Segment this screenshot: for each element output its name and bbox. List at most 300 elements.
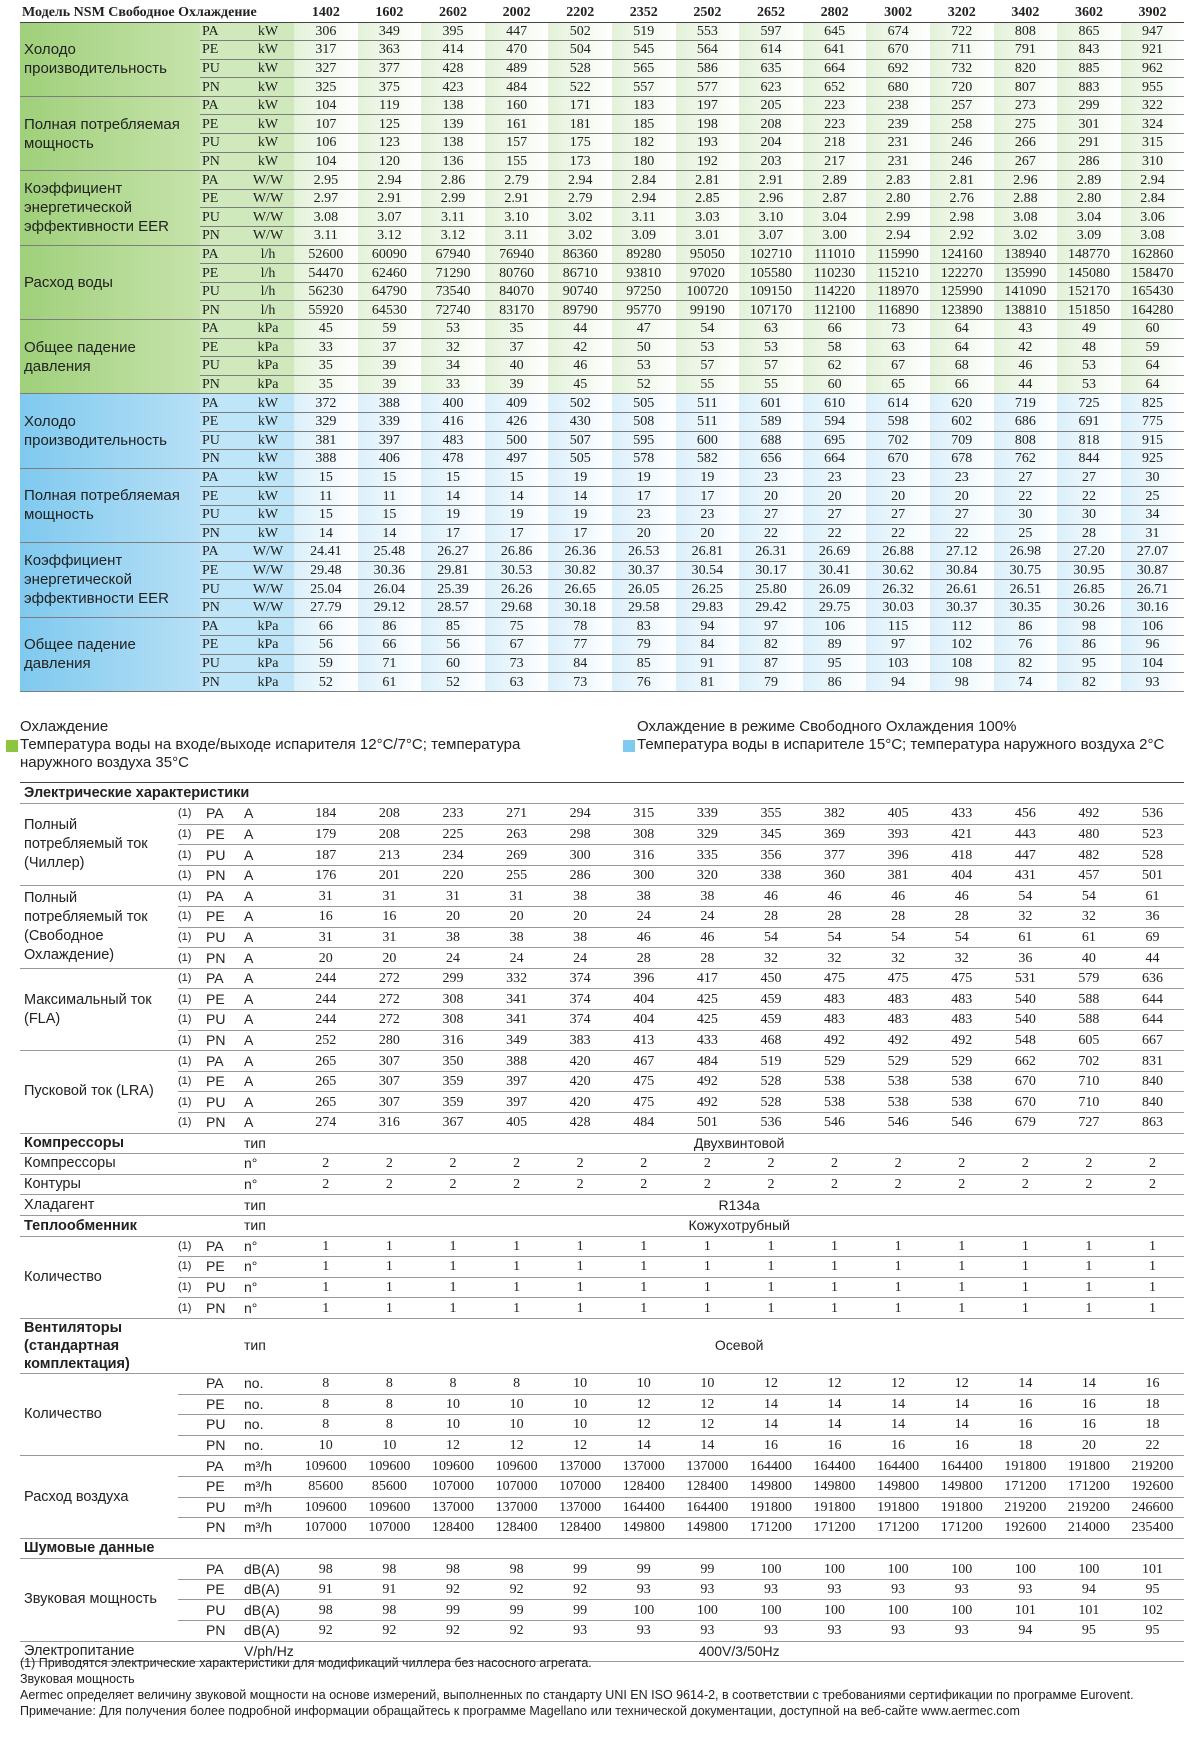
value-cell: 28.57	[421, 598, 485, 617]
value-cell: 171200	[930, 1518, 994, 1539]
value-cell: 94	[1057, 1579, 1121, 1600]
value-cell: 89	[803, 636, 867, 655]
value-cell: 52	[294, 673, 358, 692]
cooling-legend	[20, 718, 580, 772]
value-cell: 3.08	[1121, 227, 1185, 246]
value-cell: 420	[548, 1051, 612, 1072]
value-cell: 397	[485, 1071, 549, 1092]
table-row	[20, 1236, 1184, 1257]
value-cell: 3.04	[1057, 208, 1121, 227]
value-cell: 605	[1057, 1030, 1121, 1051]
value-cell: 62460	[358, 264, 422, 283]
value-cell: 44	[1121, 948, 1185, 969]
value-cell: 148770	[1057, 245, 1121, 264]
value-cell: 104	[1121, 654, 1185, 673]
value-cell: 69	[1121, 927, 1185, 948]
value-cell: 274	[294, 1113, 358, 1134]
value-cell: 267	[994, 152, 1058, 171]
value-cell: 652	[803, 78, 867, 97]
value-cell: 502	[548, 22, 612, 41]
value-cell: 61	[358, 673, 422, 692]
value-cell: 56230	[294, 282, 358, 301]
value-cell: 2	[1057, 1174, 1121, 1195]
value-cell: 14	[1057, 1373, 1121, 1394]
value-cell: 100	[866, 1559, 930, 1580]
value-cell: 286	[1057, 152, 1121, 171]
version-cell: PE	[204, 1394, 242, 1415]
value-cell: 60	[1121, 320, 1185, 339]
value-cell: 93	[676, 1579, 740, 1600]
value-cell: 307	[358, 1092, 422, 1113]
footnote-marker	[178, 1497, 204, 1518]
value-cell: 26.98	[994, 543, 1058, 562]
value-cell: 139	[421, 115, 485, 134]
value-cell: 2	[1057, 1154, 1121, 1175]
value-cell: 48	[1057, 338, 1121, 357]
value-cell: 85600	[294, 1476, 358, 1497]
value-cell: 30.16	[1121, 598, 1185, 617]
value-cell: 791	[994, 41, 1058, 60]
value-cell: 58	[803, 338, 867, 357]
value-cell: 531	[994, 968, 1058, 989]
value-cell: 3.02	[548, 208, 612, 227]
value-cell: 26.65	[548, 580, 612, 599]
value-cell: 2.79	[548, 189, 612, 208]
value-cell: 360	[803, 865, 867, 886]
footnote-marker: (1)	[178, 1010, 204, 1031]
value-cell: 1	[866, 1298, 930, 1319]
value-cell: 840	[1121, 1092, 1185, 1113]
value-cell: 702	[866, 431, 930, 450]
value-cell: 94	[866, 673, 930, 692]
value-cell: 3.07	[358, 208, 422, 227]
value-cell: 601	[739, 394, 803, 413]
value-cell: 42	[994, 338, 1058, 357]
value-cell: 114220	[803, 282, 867, 301]
footnote-marker	[178, 1456, 204, 1477]
value-cell: 2	[803, 1174, 867, 1195]
value-cell: 1	[676, 1277, 740, 1298]
value-cell: 1	[421, 1298, 485, 1319]
unit-cell: n°	[242, 1298, 294, 1319]
version-cell: PA	[204, 1456, 242, 1477]
model-label: Модель NSM Свободное Охлаждение	[20, 4, 294, 22]
unit-cell: W/W	[242, 171, 294, 190]
value-cell: 679	[994, 1113, 1058, 1134]
value-cell: 492	[930, 1030, 994, 1051]
value-cell: 14	[803, 1415, 867, 1436]
value-cell: 3.06	[1121, 208, 1185, 227]
cooling-section	[20, 245, 1184, 319]
value-cell: 395	[421, 22, 485, 41]
value-cell: 46	[548, 357, 612, 376]
value-cell: 95	[1057, 654, 1121, 673]
unit-cell: l/h	[242, 245, 294, 264]
value-cell: 483	[803, 989, 867, 1010]
footnote-marker	[178, 1600, 204, 1621]
value-cell: 12	[612, 1394, 676, 1415]
value-cell: 71	[358, 654, 422, 673]
model-column-header: 1402	[294, 4, 358, 22]
value-cell: 15	[358, 468, 422, 487]
value-cell: 484	[485, 78, 549, 97]
unit-cell: kW	[242, 152, 294, 171]
value-cell: 29.12	[358, 598, 422, 617]
value-cell: 64	[930, 320, 994, 339]
value-cell: 107000	[294, 1518, 358, 1539]
value-cell: 589	[739, 412, 803, 431]
value-cell: 73	[485, 654, 549, 673]
value-cell: 191800	[994, 1456, 1058, 1477]
value-cell: 56	[421, 636, 485, 655]
value-cell: 93	[612, 1579, 676, 1600]
unit-cell: dB(A)	[242, 1559, 294, 1580]
value-cell: 20	[930, 487, 994, 506]
value-cell: 71290	[421, 264, 485, 283]
value-cell: 54	[739, 927, 803, 948]
value-cell: 54	[930, 927, 994, 948]
value-cell: 1	[612, 1236, 676, 1257]
value-cell: 614	[866, 394, 930, 413]
value-cell: 30.17	[739, 561, 803, 580]
footnote-4: Примечание: Для получения более подробной информации обращайтесь к программе Magellano или технической документации, доступной на веб-сайте www.aermec.com	[20, 1704, 1020, 1718]
value-cell: 586	[676, 59, 740, 78]
value-cell: 32	[866, 948, 930, 969]
value-cell: 246600	[1121, 1497, 1185, 1518]
value-cell: 95050	[676, 245, 740, 264]
table-row	[20, 1600, 1184, 1621]
value-cell: 840	[1121, 1071, 1185, 1092]
version-cell: PN	[204, 1518, 242, 1539]
value-cell: 33	[294, 338, 358, 357]
value-cell: 17	[421, 524, 485, 543]
value-cell: 95	[1057, 1621, 1121, 1642]
table-row	[20, 1051, 1184, 1072]
row-label: Количество	[20, 1236, 178, 1318]
value-cell: 54	[1057, 886, 1121, 907]
value-cell: 511	[676, 394, 740, 413]
row-label: Шумовые данные	[20, 1538, 178, 1559]
value-cell: 301	[1057, 115, 1121, 134]
unit-cell: dB(A)	[242, 1600, 294, 1621]
value-cell: 17	[612, 487, 676, 506]
value-cell: 265	[294, 1071, 358, 1092]
value-cell: 53	[676, 338, 740, 357]
version-cell: PU	[204, 845, 242, 866]
unit-cell: A	[242, 845, 294, 866]
version-cell: PN	[204, 1113, 242, 1134]
value-cell: 597	[739, 22, 803, 41]
value-cell: 98	[294, 1600, 358, 1621]
value-cell: 219200	[1057, 1497, 1121, 1518]
unit-cell: A	[242, 1113, 294, 1134]
value-cell: 1	[294, 1236, 358, 1257]
value-cell: 24	[676, 907, 740, 928]
value-cell: 299	[1057, 96, 1121, 115]
value-cell: 37	[485, 338, 549, 357]
value-cell: 157	[485, 134, 549, 153]
value-cell: 32	[421, 338, 485, 357]
value-cell: 19	[485, 505, 549, 524]
model-column-header: 3602	[1057, 4, 1121, 22]
value-cell: 92	[485, 1579, 549, 1600]
value-cell: 367	[421, 1113, 485, 1134]
value-cell: 100	[739, 1559, 803, 1580]
value-cell: 528	[1121, 845, 1185, 866]
model-column-header: 2652	[739, 4, 803, 22]
version-cell: PN	[204, 1298, 242, 1319]
version-cell: PA	[204, 1373, 242, 1394]
value-cell: 418	[930, 845, 994, 866]
table-row	[20, 320, 1184, 339]
version-cell: PE	[200, 189, 242, 208]
value-cell: 1	[612, 1277, 676, 1298]
value-cell: 24	[612, 907, 676, 928]
cooling-section	[20, 96, 1184, 170]
value-cell: 191800	[1057, 1456, 1121, 1477]
value-cell: 128400	[421, 1518, 485, 1539]
value-cell: 8	[358, 1373, 422, 1394]
value-cell: 428	[421, 59, 485, 78]
value-cell: 111010	[803, 245, 867, 264]
version-cell: PN	[200, 598, 242, 617]
value-cell: 470	[485, 41, 549, 60]
value-cell: 467	[612, 1051, 676, 1072]
value-cell: 95	[1121, 1579, 1185, 1600]
version-cell: PA	[204, 886, 242, 907]
value-cell: 1	[803, 1236, 867, 1257]
table-row	[20, 1538, 1184, 1559]
value-cell: 538	[866, 1092, 930, 1113]
value-cell: 38	[676, 886, 740, 907]
value-cell: 137000	[612, 1456, 676, 1477]
table-row	[20, 1621, 1184, 1642]
value-cell: 26.31	[739, 543, 803, 562]
value-cell: 107170	[739, 301, 803, 320]
footnote-marker: (1)	[178, 1257, 204, 1278]
value-cell: 29.68	[485, 598, 549, 617]
value-cell: 421	[930, 824, 994, 845]
value-cell: 38	[421, 927, 485, 948]
value-cell: 565	[612, 59, 676, 78]
spanned-value: Осевой	[294, 1318, 1184, 1373]
value-cell: 28	[930, 907, 994, 928]
value-cell: 3.04	[803, 208, 867, 227]
value-cell: 502	[548, 394, 612, 413]
version-cell: PU	[204, 1277, 242, 1298]
value-cell: 22	[1121, 1435, 1185, 1456]
value-cell: 26.86	[485, 543, 549, 562]
blue-legend-swatch	[623, 740, 635, 752]
value-cell: 540	[994, 989, 1058, 1010]
value-cell: 26.61	[930, 580, 994, 599]
version-cell: PA	[200, 394, 242, 413]
value-cell: 3.11	[421, 208, 485, 227]
value-cell: 670	[866, 450, 930, 469]
value-cell: 91	[676, 654, 740, 673]
value-cell: 670	[994, 1071, 1058, 1092]
value-cell: 2	[866, 1154, 930, 1175]
value-cell: 82	[739, 636, 803, 655]
value-cell: 2.81	[676, 171, 740, 190]
version-cell: PE	[200, 412, 242, 431]
value-cell: 64530	[358, 301, 422, 320]
value-cell: 90740	[548, 282, 612, 301]
spacer-cell	[178, 1133, 204, 1154]
value-cell: 94	[994, 1621, 1058, 1642]
version-cell: PN	[200, 301, 242, 320]
value-cell: 66	[930, 375, 994, 394]
value-cell: 1	[358, 1277, 422, 1298]
value-cell: 26.88	[866, 543, 930, 562]
table-row	[20, 1579, 1184, 1600]
value-cell: 17	[676, 487, 740, 506]
value-cell: 1	[739, 1257, 803, 1278]
value-cell: 54	[676, 320, 740, 339]
value-cell: 505	[612, 394, 676, 413]
value-cell: 275	[994, 115, 1058, 134]
value-cell: 1	[294, 1298, 358, 1319]
footnote-marker	[178, 1476, 204, 1497]
unit-cell: A	[242, 1092, 294, 1113]
value-cell: 109150	[739, 282, 803, 301]
value-cell: 97020	[676, 264, 740, 283]
value-cell: 218	[803, 134, 867, 153]
footnote-3: Aermec определяет величину звуковой мощности на основе измерений, выполненных по стандарту UNI EN ISO 9614-2, в соответствии с требованиями сертификации по программе Eurovent.	[20, 1688, 1134, 1702]
value-cell: 356	[739, 845, 803, 866]
value-cell: 456	[994, 804, 1058, 825]
value-cell: 12	[485, 1435, 549, 1456]
table-row	[20, 1277, 1184, 1298]
value-cell: 538	[930, 1092, 994, 1113]
value-cell: 149800	[803, 1476, 867, 1497]
table-row	[20, 1497, 1184, 1518]
value-cell: 99190	[676, 301, 740, 320]
value-cell: 339	[676, 804, 740, 825]
value-cell: 171200	[739, 1518, 803, 1539]
value-cell: 138810	[994, 301, 1058, 320]
value-cell: 15	[294, 468, 358, 487]
value-cell: 76	[612, 673, 676, 692]
unit-cell: kW	[242, 412, 294, 431]
value-cell: 306	[294, 22, 358, 41]
value-cell: 709	[930, 431, 994, 450]
value-cell: 602	[930, 412, 994, 431]
value-cell: 30.37	[930, 598, 994, 617]
unit-cell: l/h	[242, 264, 294, 283]
value-cell: 1	[676, 1298, 740, 1319]
version-cell: PU	[204, 1600, 242, 1621]
value-cell: 425	[676, 1010, 740, 1031]
value-cell: 374	[548, 989, 612, 1010]
footnote-marker: (1)	[178, 865, 204, 886]
value-cell: 60	[421, 654, 485, 673]
footnote-marker: (1)	[178, 948, 204, 969]
unit-cell: m³/h	[242, 1476, 294, 1497]
version-cell: PA	[200, 96, 242, 115]
value-cell: 52	[612, 375, 676, 394]
footnote-marker: (1)	[178, 886, 204, 907]
table-row	[20, 1318, 1184, 1373]
value-cell: 54470	[294, 264, 358, 283]
value-cell: 670	[994, 1092, 1058, 1113]
value-cell: 15	[421, 468, 485, 487]
value-cell: 30.41	[803, 561, 867, 580]
value-cell: 191800	[739, 1497, 803, 1518]
value-cell: 95	[1121, 1621, 1185, 1642]
value-cell: 519	[739, 1051, 803, 1072]
value-cell: 1	[1057, 1277, 1121, 1298]
value-cell: 20	[1057, 1435, 1121, 1456]
value-cell: 45	[548, 375, 612, 394]
value-cell: 425	[676, 989, 740, 1010]
value-cell: 204	[739, 134, 803, 153]
value-cell: 98	[358, 1600, 422, 1621]
value-cell: 30.53	[485, 561, 549, 580]
model-column-header: 2802	[803, 4, 867, 22]
unit-cell: тип	[242, 1133, 294, 1154]
value-cell: 31	[294, 927, 358, 948]
value-cell: 78	[548, 617, 612, 636]
value-cell: 246	[930, 152, 994, 171]
value-cell: 192	[676, 152, 740, 171]
value-cell: 46	[994, 357, 1058, 376]
value-cell: 14	[485, 487, 549, 506]
value-cell: 14	[739, 1415, 803, 1436]
value-cell: 27.12	[930, 543, 994, 562]
table-row	[20, 968, 1184, 989]
value-cell: 27	[994, 468, 1058, 487]
table-row	[20, 1257, 1184, 1278]
value-cell: 46	[612, 927, 676, 948]
value-cell: 548	[994, 1030, 1058, 1051]
value-cell: 164400	[866, 1456, 930, 1477]
value-cell: 34	[421, 357, 485, 376]
value-cell: 137000	[548, 1456, 612, 1477]
footnote-marker: (1)	[178, 1030, 204, 1051]
value-cell: 529	[930, 1051, 994, 1072]
value-cell: 27	[1057, 468, 1121, 487]
value-cell: 1	[994, 1298, 1058, 1319]
value-cell: 11	[294, 487, 358, 506]
value-cell: 327	[294, 59, 358, 78]
value-cell: 31	[358, 886, 422, 907]
value-cell: 540	[994, 1010, 1058, 1031]
value-cell: 125	[358, 115, 422, 134]
value-cell: 25.80	[739, 580, 803, 599]
value-cell: 30.75	[994, 561, 1058, 580]
value-cell: 546	[866, 1113, 930, 1134]
value-cell: 478	[421, 450, 485, 469]
value-cell: 66	[358, 636, 422, 655]
table-row	[20, 1010, 1184, 1031]
value-cell: 528	[739, 1071, 803, 1092]
table-row	[20, 1435, 1184, 1456]
unit-cell: тип	[242, 1195, 294, 1216]
value-cell: 57	[739, 357, 803, 376]
value-cell: 280	[358, 1030, 422, 1051]
unit-cell: W/W	[242, 543, 294, 562]
value-cell: 686	[994, 412, 1058, 431]
value-cell: 511	[676, 412, 740, 431]
value-cell: 47	[612, 320, 676, 339]
version-cell: PU	[204, 1010, 242, 1031]
value-cell: 272	[358, 1010, 422, 1031]
section-label: Полная потребляемая мощность	[20, 468, 200, 542]
value-cell: 500	[485, 431, 549, 450]
model-column-header: 1602	[358, 4, 422, 22]
value-cell: 678	[930, 450, 994, 469]
